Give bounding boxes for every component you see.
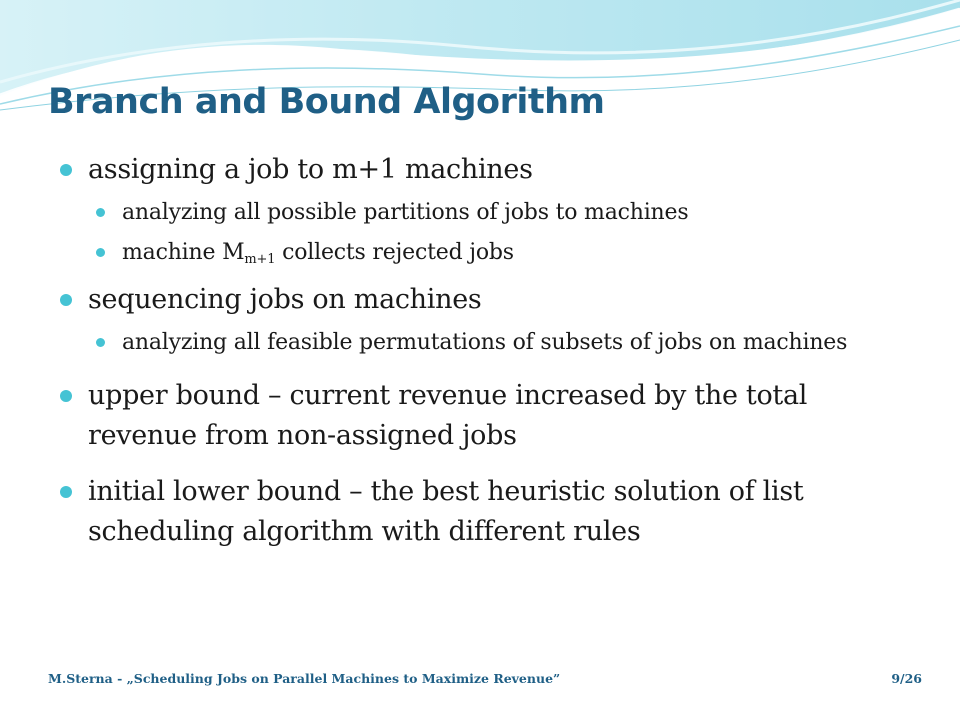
subscript: m+1 [244,252,276,267]
bullet-dot-icon [60,294,72,306]
slide-title: Branch and Bound Algorithm [48,82,605,122]
bullet-dot-icon [96,338,105,347]
subbullet-text: analyzing all feasible permutations of subsets of jobs on machines [122,330,848,355]
bullet-text: assigning a job to m+1 machines [88,154,533,185]
subbullet-machine-m1 [96,236,920,270]
bullet-list [60,150,920,552]
bullet-dot-icon [96,208,105,217]
bullet-text: initial lower bound – the best heuristic solution of list scheduling algorithm with different rules [88,476,804,547]
subbullet-text-pre: machine M [122,240,245,265]
subbullet-text: analyzing all possible partitions of jobs to machines [122,200,689,225]
bullet-dot-icon [60,390,72,402]
bullet-assigning [60,150,920,270]
subbullet-partitions [96,196,920,230]
bullet-text: sequencing jobs on machines [88,284,482,315]
subbullet-permutations [96,326,920,360]
bullet-upper-bound [60,376,920,456]
bullet-lower-bound [60,472,920,552]
bullet-dot-icon [60,486,72,498]
bullet-sequencing [60,280,920,360]
bullet-dot-icon [96,248,105,257]
bullet-text: upper bound – current revenue increased by the total revenue from non-assigned jobs [88,380,808,451]
page-number: 9/26 [891,671,922,686]
footer-citation: M.Sterna - „Scheduling Jobs on Parallel Machines to Maximize Revenue” [48,671,561,686]
bullet-dot-icon [60,164,72,176]
subbullet-text-post: collects rejected jobs [275,240,514,265]
